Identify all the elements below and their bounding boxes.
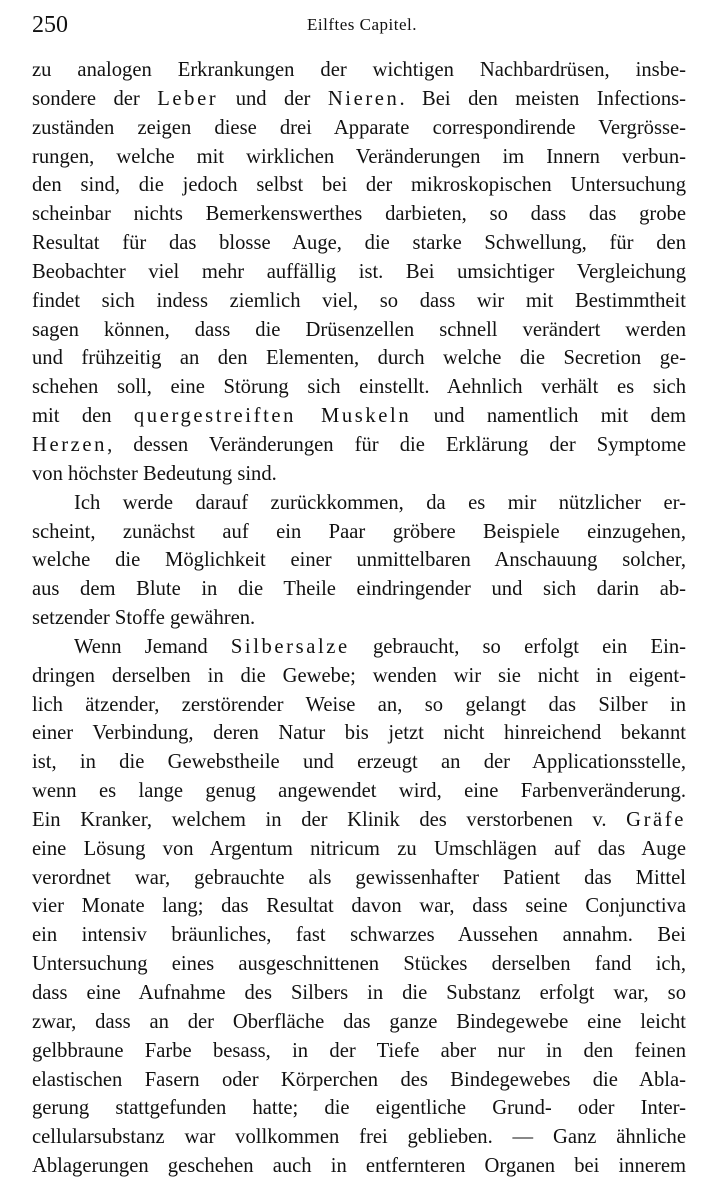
text-line: und frühzeitig an den Elementen, durch welche die Secretion ge- xyxy=(32,347,686,370)
text-line: vier Monate lang; das Resultat davon war, dass seine Conjunctiva xyxy=(32,895,686,918)
spaced-emphasis: Nieren xyxy=(327,87,400,110)
text-line: scheint, zunächst auf ein Paar gröbere Beispiele einzugehen, xyxy=(32,520,686,543)
text-segment: und der xyxy=(218,87,328,110)
text-line: Resultat für das blosse Auge, die starke Schwellung, für den xyxy=(32,232,686,255)
text-line: ist, in die Gewebstheile und erzeugt an der Applicationsstelle, xyxy=(32,751,686,774)
text-line: Ich werde darauf zurückkommen, da es mir nützlicher er- xyxy=(74,491,686,514)
text-segment: sondere der xyxy=(32,87,158,110)
text-line: Untersuchung eines ausgeschnittenen Stückes derselben fand ich, xyxy=(32,953,686,976)
text-segment: gebraucht, so erfolgt ein Ein- xyxy=(349,635,686,658)
text-line: rungen, welche mit wirklichen Veränderungen im Innern verbun- xyxy=(32,145,686,168)
text-line: welche die Möglichkeit einer unmittelbaren Anschauung solcher, xyxy=(32,549,686,572)
text-line: cellularsubstanz war vollkommen frei geblieben. — Ganz ähnliche xyxy=(32,1126,686,1149)
text-line: dringen derselben in die Gewebe; wenden wir sie nicht in eigent- xyxy=(32,664,686,687)
text-line: Ablagerungen geschehen auch in entfernteren Organen bei innerem xyxy=(32,1155,686,1178)
text-line: gerung stattgefunden hatte; die eigentliche Grund- oder Inter- xyxy=(32,1097,686,1120)
text-line: eine Lösung von Argentum nitricum zu Umschlägen auf das Auge xyxy=(32,837,686,860)
spaced-emphasis: Gräfe xyxy=(626,808,686,831)
text-segment: Ein Kranker, welchem in der Klinik des verstorbenen v. xyxy=(32,808,627,831)
text-line: Beobachter viel mehr auffällig ist. Bei umsichtiger Vergleichung xyxy=(32,260,686,283)
text-line: elastischen Fasern oder Körperchen des Bindegewebes die Abla- xyxy=(32,1068,686,1091)
paragraph xyxy=(32,489,686,633)
text-segment: , dessen Veränderungen für die Erklärung der Symptome xyxy=(107,433,686,456)
paragraph xyxy=(32,633,686,1181)
text-line: sagen können, dass die Drüsenzellen schnell verändert werden xyxy=(32,318,686,341)
text-line: zwar, dass an der Oberfläche das ganze Bindegewebe eine leicht xyxy=(32,1010,686,1033)
text-line: wenn es lange genug angewendet wird, eine Farbenveränderung. xyxy=(32,780,686,803)
text-segment: Wenn Jemand xyxy=(74,635,231,658)
body-text xyxy=(32,56,686,1181)
text-line xyxy=(32,402,686,431)
paragraph xyxy=(32,56,686,489)
running-head: Eilftes Capitel. xyxy=(307,15,417,34)
text-line: scheinbar nichts Bemerkenswerthes darbieten, so dass das grobe xyxy=(32,203,686,226)
text-line: dass eine Aufnahme des Silbers in die Substanz erfolgt war, so xyxy=(32,982,686,1004)
text-line: schehen soll, eine Störung sich einstellt. Aehnlich verhält es sich xyxy=(32,376,686,399)
text-line: lich ätzender, zerstörender Weise an, so gelangt das Silber in xyxy=(32,693,686,716)
spaced-emphasis: Herzen xyxy=(32,433,108,456)
text-line xyxy=(32,431,686,460)
text-line: findet sich indess ziemlich viel, so dass wir mit Bestimmtheit xyxy=(32,289,686,312)
text-line: setzender Stoffe gewähren. xyxy=(32,607,256,630)
text-segment: . Bei den meisten Infections- xyxy=(399,87,686,110)
text-segment: und namentlich mit dem xyxy=(411,405,686,428)
text-line: zuständen zeigen diese drei Apparate correspondirende Vergrösse- xyxy=(32,116,686,139)
text-line: von höchster Bedeutung sind. xyxy=(32,462,277,485)
text-line xyxy=(32,806,686,835)
text-line: gelbbraune Farbe besass, in der Tiefe aber nur in den feinen xyxy=(32,1039,686,1062)
spaced-emphasis: Leber xyxy=(157,87,219,110)
page-header xyxy=(32,10,692,40)
text-line: den sind, die jedoch selbst bei der mikroskopischen Untersuchung xyxy=(32,174,686,197)
text-line: verordnet war, gebrauchte als gewissenhafter Patient das Mittel xyxy=(32,866,686,889)
text-line: einer Verbindung, deren Natur bis jetzt nicht hinreichend bekannt xyxy=(32,722,686,745)
page-number: 250 xyxy=(32,12,68,38)
spaced-emphasis: quergestreiften Muskeln xyxy=(133,405,412,428)
text-line: ein intensiv bräunliches, fast schwarzes Aussehen annahm. Bei xyxy=(32,924,686,947)
text-line: aus dem Blute in die Theile eindringender und sich darin ab- xyxy=(32,578,686,601)
spaced-emphasis: Silbersalze xyxy=(230,635,350,658)
text-line xyxy=(32,85,686,114)
text-line: zu analogen Erkrankungen der wichtigen Nachbardrüsen, insbe- xyxy=(32,59,686,81)
text-line xyxy=(32,633,686,662)
text-segment: mit den xyxy=(32,405,134,428)
